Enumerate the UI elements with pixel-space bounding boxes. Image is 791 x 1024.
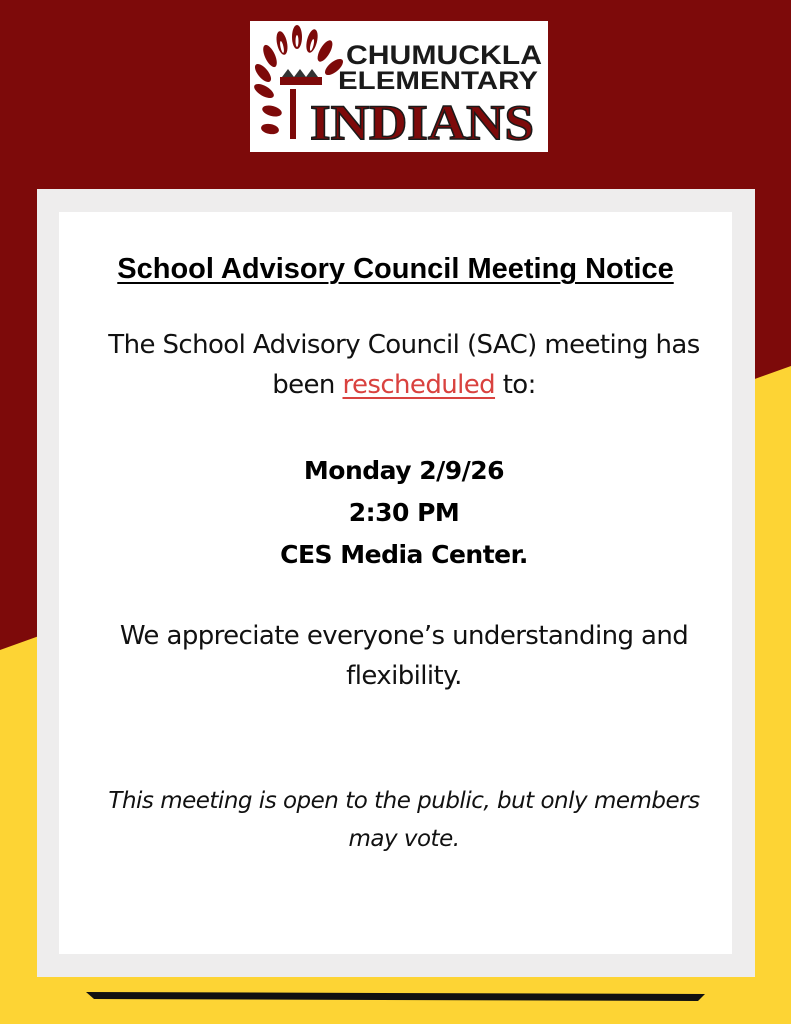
school-logo <box>250 21 548 152</box>
meeting-time: 2:30 PM <box>348 498 460 527</box>
intro-text: The School Advisory Council (SAC) meeting has been <box>108 330 700 400</box>
logo-line1: CHUMUCKLA <box>346 40 542 70</box>
notice-heading: School Advisory Council Meeting Notice <box>117 253 674 285</box>
logo-line2: ELEMENTARY <box>338 67 539 95</box>
public-note: This meeting is open to the public, but only members may vote. <box>108 788 700 852</box>
appreciation-text: We appreciate everyone’s understanding and flexibility. <box>119 621 689 691</box>
footer-divider <box>86 992 705 1001</box>
meeting-details <box>100 450 708 576</box>
meeting-location: CES Media Center. <box>280 540 528 569</box>
intro-text-end: to: <box>495 370 536 400</box>
rescheduled-highlight: rescheduled <box>342 370 496 400</box>
reschedule-paragraph <box>100 325 708 405</box>
meeting-date: Monday 2/9/26 <box>303 456 505 485</box>
logo-line3: INDIANS <box>310 94 534 150</box>
